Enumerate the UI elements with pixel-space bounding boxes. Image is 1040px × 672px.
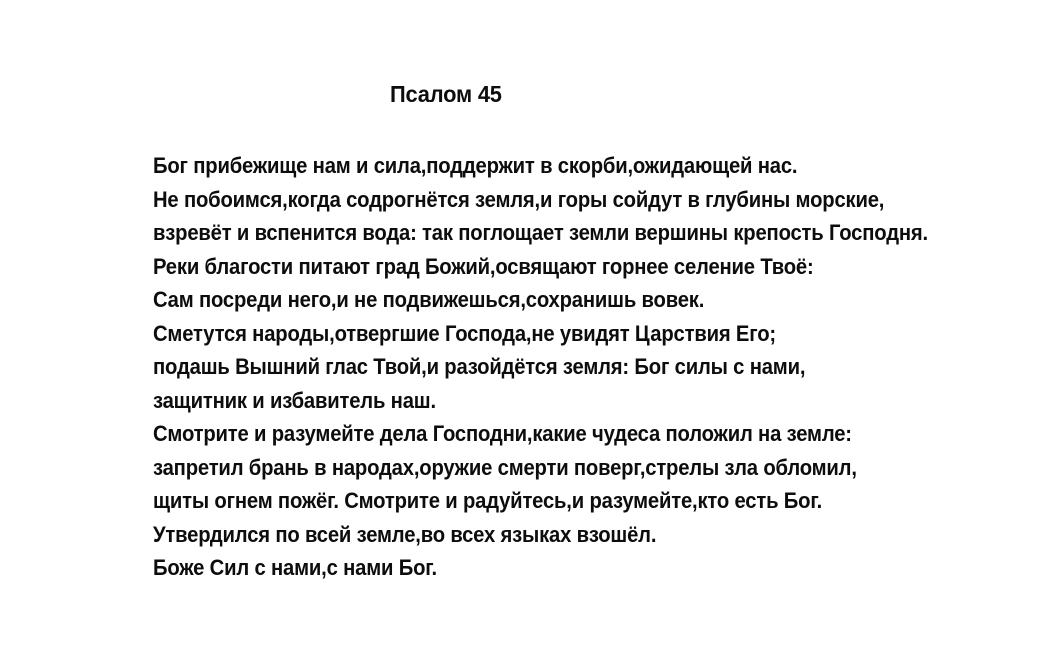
text-line: Реки благости питают град Божий,освящают горнее селение Твоё: xyxy=(153,253,814,279)
text-line: взревёт и вспенится вода: так поглощает земли вершины крепость Господня. xyxy=(153,220,928,245)
text-line: Бог прибежище нам и сила,поддержит в скорби,ожидающей нас. xyxy=(153,153,798,178)
text-line: Сметутся народы,отвергшие Господа,не увидят Царствия Его; xyxy=(153,320,776,346)
text-line: Не побоимся,когда содрогнётся земля,и горы сойдут в глубины морские, xyxy=(153,186,885,212)
document-body xyxy=(153,149,981,585)
text-line: Смотрите и разумейте дела Господни,какие чудеса положил на земле: xyxy=(153,421,852,446)
text-line: щиты огнем пожёг. Смотрите и радуйтесь,и разумейте,кто есть Бог. xyxy=(153,488,823,513)
document-title: Псалом 45 xyxy=(390,81,502,107)
text-line: Сам посреди него,и не подвижешься,сохранишь вовек. xyxy=(153,287,705,312)
text-line: подашь Вышний глас Твой,и разойдётся земля: Бог силы с нами, xyxy=(153,354,806,379)
text-line: запретил брань в народах,оружие смерти поверг,стрелы зла обломил, xyxy=(153,454,857,480)
text-line: Боже Сил с нами,с нами Бог. xyxy=(153,555,437,580)
text-line: защитник и избавитель наш. xyxy=(153,387,436,413)
text-line: Утвердился по всей земле,во всех языках взошёл. xyxy=(153,521,657,547)
